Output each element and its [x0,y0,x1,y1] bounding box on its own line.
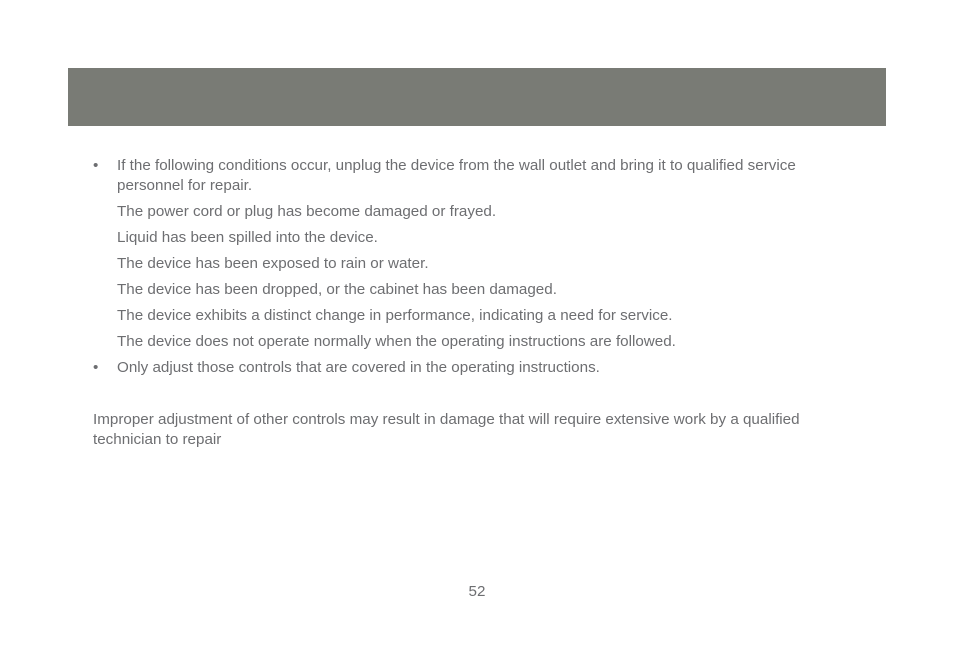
list-item: The device has been exposed to rain or water. [117,255,429,272]
header-bar [68,68,886,126]
list-item: The device has been dropped, or the cabinet has been damaged. [117,281,557,298]
note-paragraph: Improper adjustment of other controls may result in damage that will require extensive work by a qualified technician to repair [93,411,800,448]
bullet-dot: • [93,157,99,174]
page-content [93,156,863,450]
list-item: Liquid has been spilled into the device. [117,229,378,246]
list-item: The device does not operate normally when the operating instructions are followed. [117,333,676,350]
bullet-text: Only adjust those controls that are covered in the operating instructions. [117,359,600,376]
bullet-unplug-conditions [93,156,863,196]
bullet-text: If the following conditions occur, unplug the device from the wall outlet and bring it to qualified service personnel for repair. [117,157,796,194]
list-item: The power cord or plug has become damaged or frayed. [117,203,497,220]
page-number: 52 [468,583,486,600]
bullet-dot: • [93,359,99,376]
list-item: The device exhibits a distinct change in performance, indicating a need for service. [117,307,673,324]
bullet-adjust-controls [93,358,863,378]
